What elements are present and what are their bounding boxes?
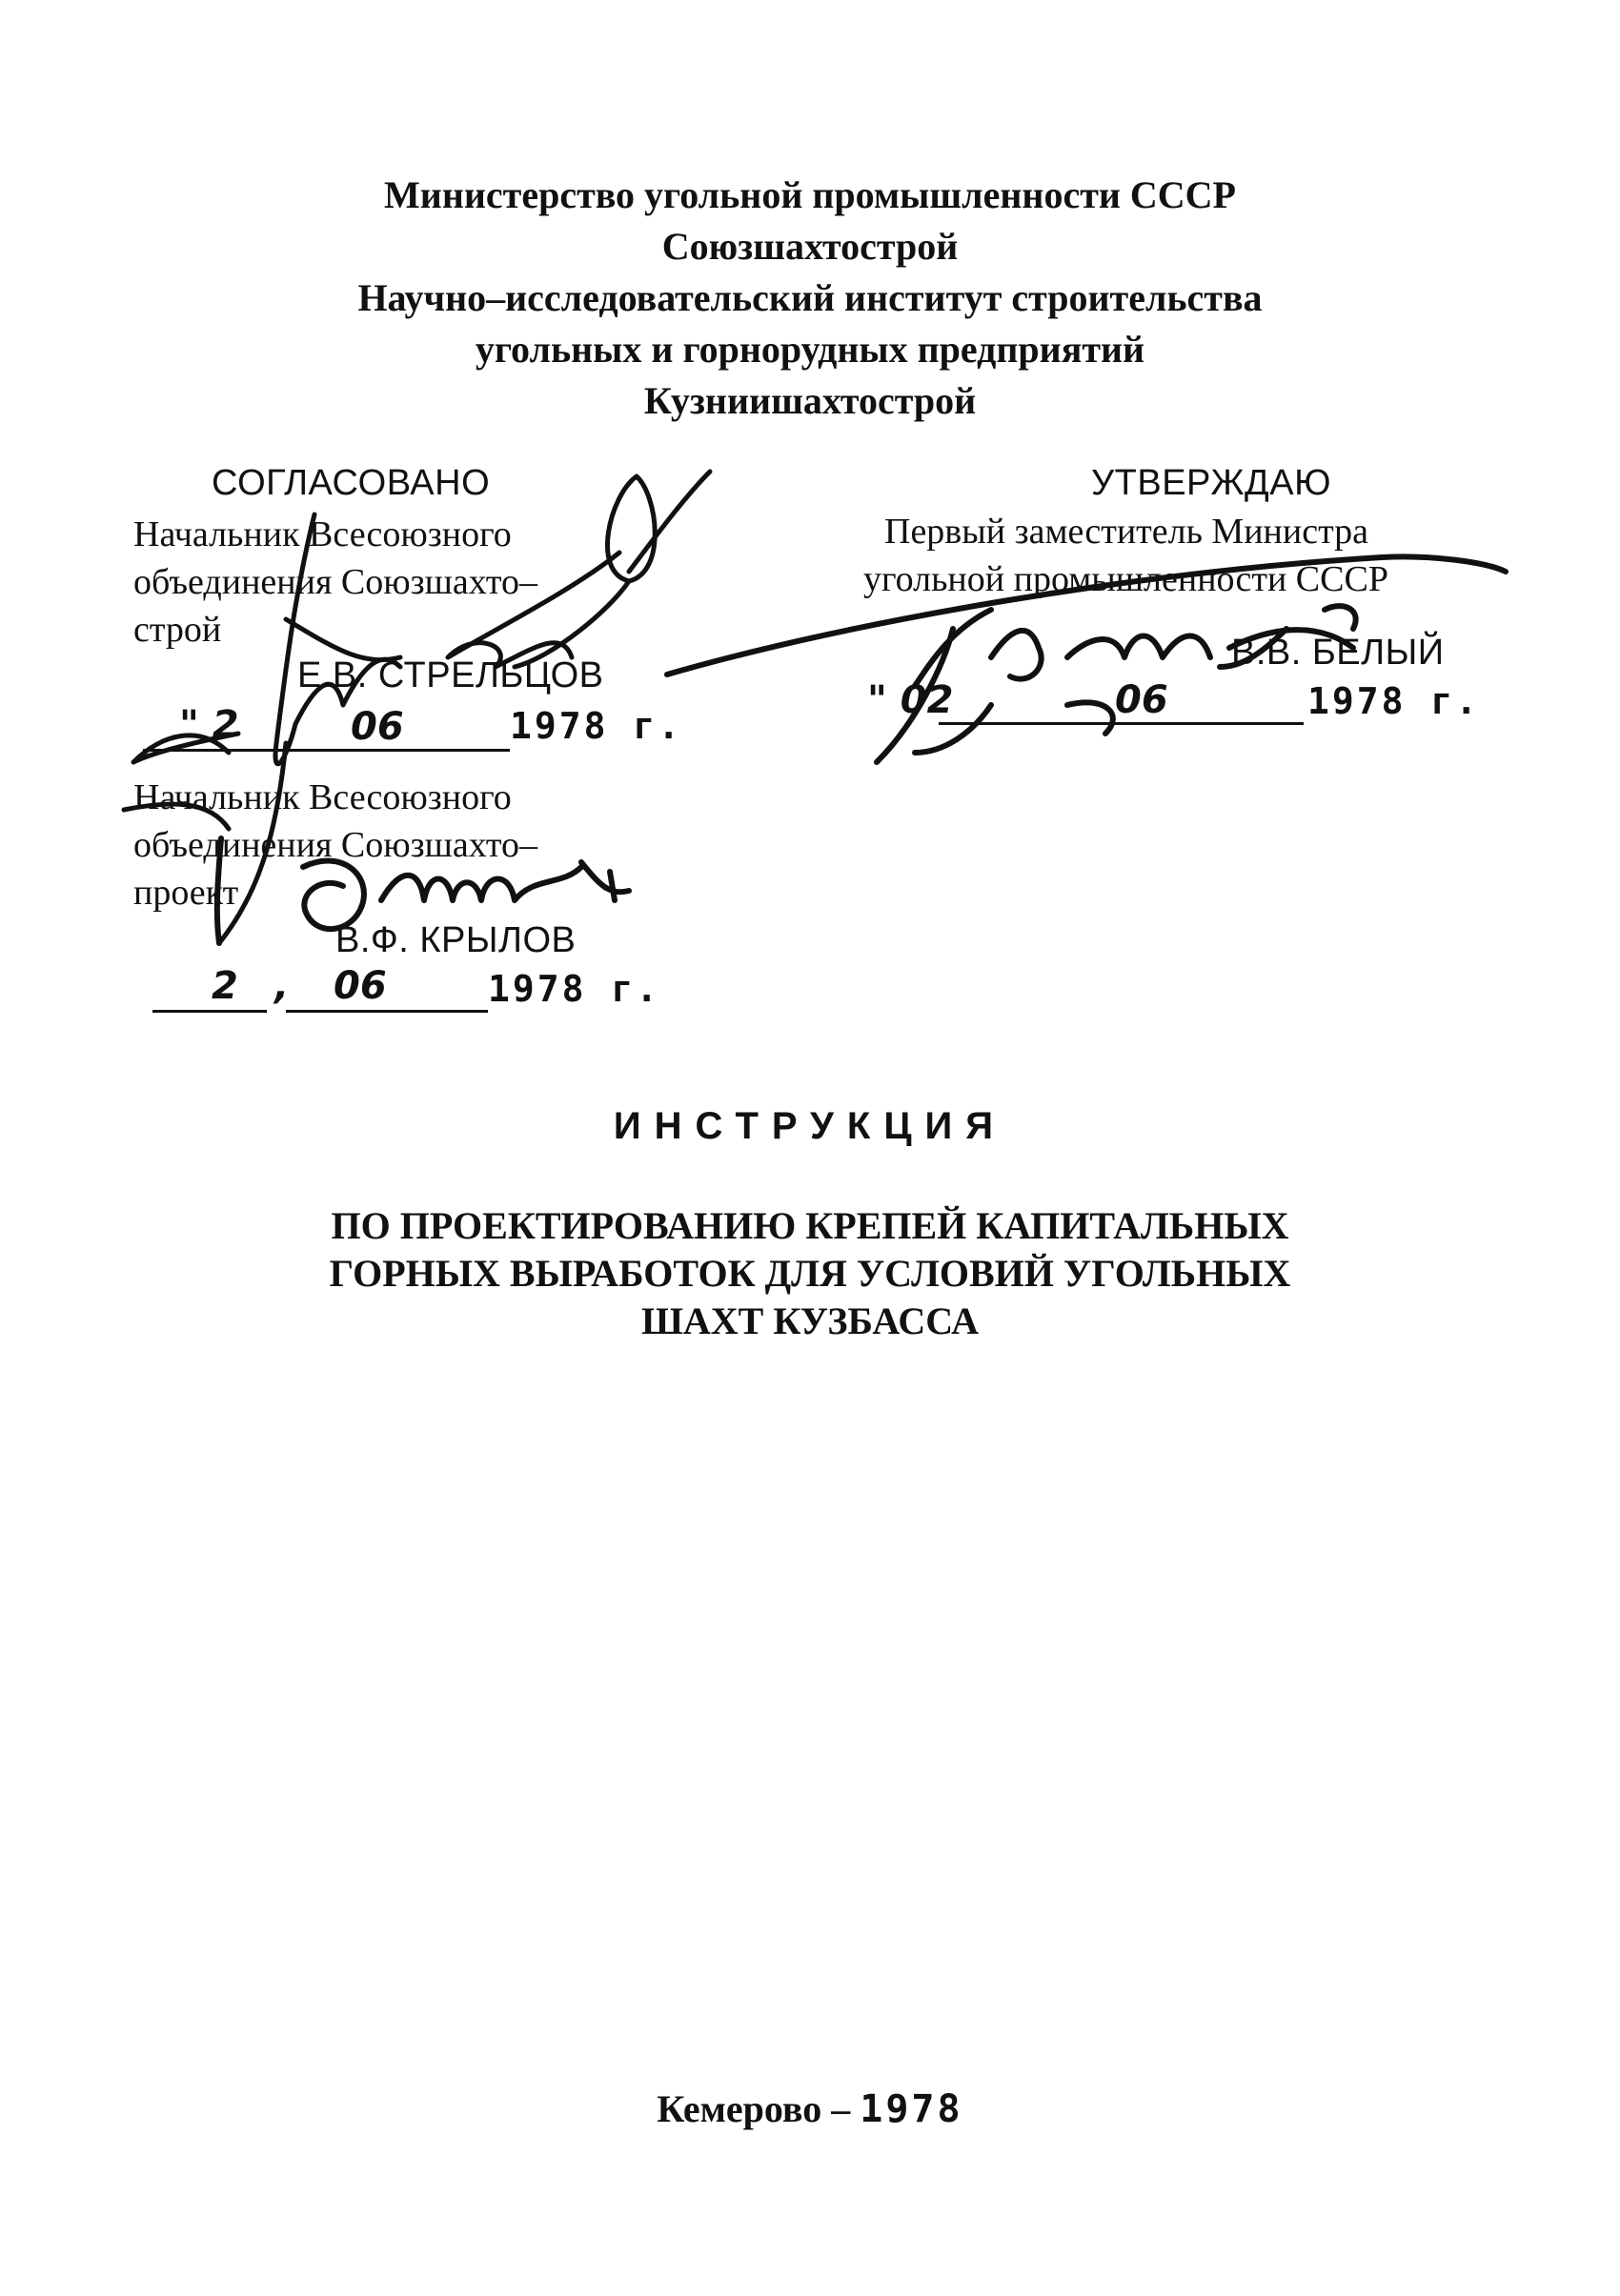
agreed-date-day: " 2	[179, 703, 239, 747]
agreed2-date-month: 06	[334, 964, 387, 1008]
approve-heading: УТВЕРЖДАЮ	[1091, 463, 1332, 503]
institute-name-line1: Научно–исследовательский институт строительства	[357, 276, 1263, 319]
publication-year: 1978	[860, 2087, 963, 2131]
agreed2-position-line3: проект	[133, 873, 239, 913]
agreed2-date-day: 2	[212, 964, 238, 1008]
agreed-date-month: 06	[351, 705, 404, 749]
institute-name-line2: угольных и горнорудных предприятий	[475, 328, 1145, 371]
agreed-heading: СОГЛАСОВАНО	[212, 463, 491, 503]
approve-position-line1: Первый заместитель Министра	[884, 512, 1369, 552]
document-title	[0, 1202, 1620, 1345]
organization-name: Союзшахтострой	[661, 225, 959, 268]
document-type: ИНСТРУКЦИЯ	[613, 1105, 1007, 1147]
signature-streltsov	[124, 472, 710, 943]
approve-date-year: 1978 г.	[1307, 680, 1481, 722]
agreed-position-line2: объединения Союзшахто–	[133, 562, 537, 602]
approve-date-month: 06	[1115, 678, 1168, 722]
approve-position-line2: угольной промышленности СССР	[863, 559, 1388, 599]
document-title-line1: ПО ПРОЕКТИРОВАНИЮ КРЕПЕЙ КАПИТАЛЬНЫХ	[331, 1204, 1289, 1247]
agreed2-date-year: 1978 г.	[488, 968, 661, 1010]
agreed2-signatory-name: В.Ф. КРЫЛОВ	[335, 920, 577, 960]
document-title-line2: ГОРНЫХ ВЫРАБОТОК ДЛЯ УСЛОВИЙ УГОЛЬНЫХ	[329, 1252, 1291, 1295]
agreed-date-year: 1978 г.	[510, 705, 683, 747]
signature-krylov	[217, 838, 629, 943]
agreed2-position-line2: объединения Союзшахто–	[133, 825, 537, 865]
agreed-signatory-name: Е.В. СТРЕЛЬЦОВ	[297, 655, 604, 695]
approve-date-day: " 02	[867, 678, 954, 722]
institute-short-name: Кузниишахтострой	[643, 379, 977, 422]
agreed2-position-line1: Начальник Всесоюзного	[133, 777, 512, 817]
document-title-line3: ШАХТ КУЗБАССА	[640, 1299, 979, 1342]
approve-signatory-name: В.В. БЕЛЫЙ	[1231, 633, 1445, 673]
agreed-position-line3: строй	[133, 610, 222, 650]
agreed2-date-sep: ,	[274, 964, 290, 1008]
agreed-position-line1: Начальник Всесоюзного	[133, 514, 512, 554]
signature-bely	[667, 556, 1506, 762]
place-and-year	[0, 2086, 1620, 2131]
ministry-name: Министерство угольной промышленности СССР	[384, 173, 1236, 216]
publication-city: Кемерово –	[657, 2087, 851, 2130]
